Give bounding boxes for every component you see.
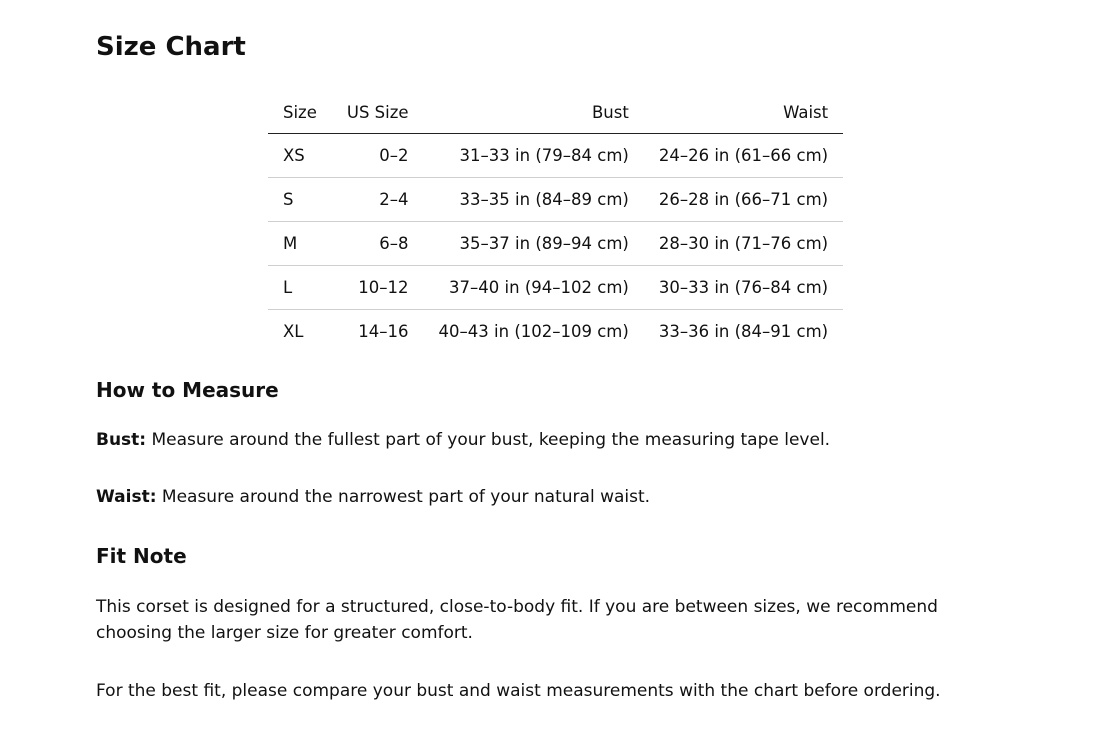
cell-size: XL — [283, 322, 304, 341]
cell-bust: 40–43 in (102–109 cm) — [438, 322, 629, 341]
cell-bust: 35–37 in (89–94 cm) — [424, 222, 644, 266]
fit-note-paragraph-1: This corset is designed for a structured, close-to-body fit. If you are between sizes, we recommend choosing the larger size for greater comfort. — [96, 597, 938, 643]
table-row — [268, 266, 843, 310]
bust-text: Measure around the fullest part of your bust, keeping the measuring tape level. — [146, 430, 831, 450]
column-header-bust: Bust — [424, 92, 644, 134]
cell-waist: 24–26 in (61–66 cm) — [644, 134, 843, 178]
cell-waist: 28–30 in (71–76 cm) — [644, 222, 843, 266]
column-header-us-size: US Size — [332, 92, 424, 134]
cell-us-size: 0–2 — [332, 134, 424, 178]
bust-instruction — [96, 427, 1016, 453]
fit-note-paragraph-2: For the best fit, please compare your bust and waist measurements with the chart before ordering. — [96, 681, 941, 701]
cell-waist: 33–36 in (84–91 cm) — [658, 322, 829, 341]
cell-bust: 31–33 in (79–84 cm) — [424, 134, 644, 178]
cell-waist: 30–33 in (76–84 cm) — [644, 266, 843, 310]
cell-bust: 37–40 in (94–102 cm) — [424, 266, 644, 310]
waist-label: Waist: — [96, 487, 157, 507]
column-header-waist: Waist — [644, 92, 843, 134]
cell-us-size: 14–16 — [358, 322, 409, 341]
cell-us-size: 2–4 — [332, 178, 424, 222]
how-to-measure-heading: How to Measure — [96, 378, 279, 402]
cell-bust: 33–35 in (84–89 cm) — [424, 178, 644, 222]
size-chart-table — [268, 92, 843, 353]
table-row — [268, 178, 843, 222]
cell-us-size: 6–8 — [332, 222, 424, 266]
cell-size: L — [268, 266, 332, 310]
fit-note-heading: Fit Note — [96, 544, 187, 568]
table-header-row — [268, 92, 843, 134]
cell-size: M — [268, 222, 332, 266]
cell-waist: 26–28 in (66–71 cm) — [644, 178, 843, 222]
table-row — [268, 134, 843, 178]
table-row — [268, 310, 843, 354]
waist-instruction — [96, 484, 1016, 510]
waist-text: Measure around the narrowest part of your natural waist. — [156, 487, 651, 507]
column-header-size: Size — [268, 92, 332, 134]
table-row — [268, 222, 843, 266]
cell-us-size: 10–12 — [332, 266, 424, 310]
cell-size: S — [268, 178, 332, 222]
bust-label: Bust: — [96, 430, 147, 450]
page-title: Size Chart — [96, 32, 246, 62]
cell-size: XS — [268, 134, 332, 178]
